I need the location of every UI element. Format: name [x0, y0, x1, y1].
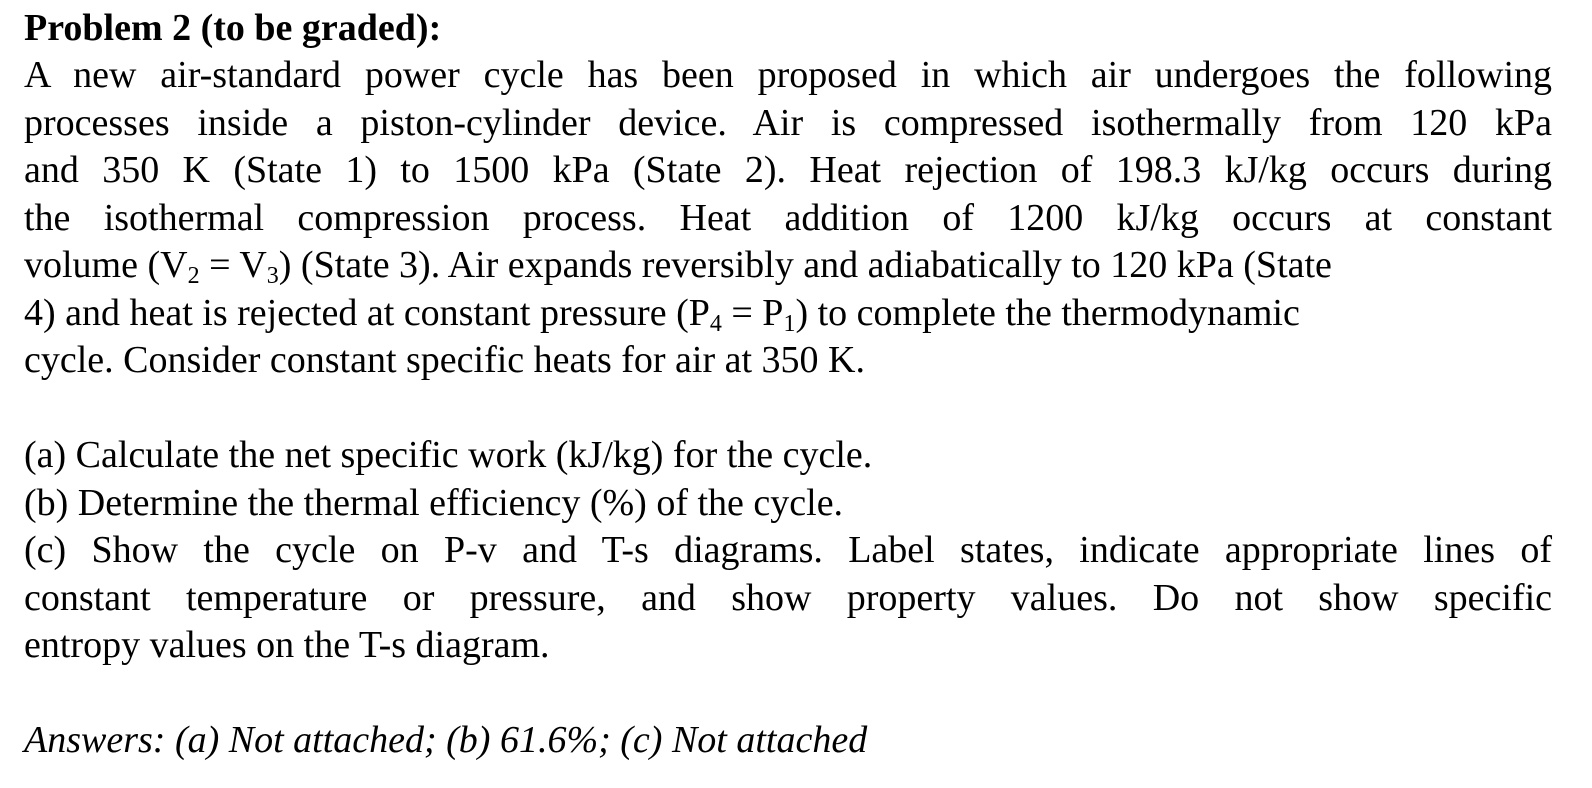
subscript-2: 2 [187, 263, 200, 289]
statement-line-5-text-a: volume (V [24, 244, 188, 286]
statement-line-5 [24, 242, 1552, 290]
statement-line-2: processes inside a piston-cylinder device. Air is compressed isothermally from 120 kPa [24, 101, 1552, 144]
questions-list [24, 432, 1552, 670]
answers-line: Answers: (a) Not attached; (b) 61.6%; (c) Not attached [24, 719, 868, 761]
statement-line-7: cycle. Consider constant specific heats for air at 350 K. [24, 339, 865, 381]
problem-document [24, 4, 1552, 765]
statement-line-5-text-c: ) (State 3). Air expands reversibly and adiabatically to 120 kPa (State [278, 244, 1332, 286]
problem-statement [24, 52, 1552, 385]
problem-title: Problem 2 (to be graded): [24, 7, 442, 49]
spacer [24, 670, 1552, 718]
question-b: (b) Determine the thermal efficiency (%) of the cycle. [24, 481, 844, 524]
subscript-3: 3 [266, 263, 279, 289]
statement-line-1: A new air-standard power cycle has been proposed in which air undergoes the following [24, 54, 1552, 96]
question-c-line-2: constant temperature or pressure, and show property values. Do not show specific [24, 576, 1552, 619]
question-c-line-3: entropy values on the T-s diagram. [24, 624, 550, 666]
statement-line-3: and 350 K (State 1) to 1500 kPa (State 2). Heat rejection of 198.3 kJ/kg occurs during [24, 149, 1552, 191]
statement-line-6-text-b: = P [721, 291, 784, 334]
statement-line-5-text-b: = V [199, 244, 267, 286]
statement-line-4: the isothermal compression process. Heat addition of 1200 kJ/kg occurs at constant [24, 196, 1552, 239]
statement-line-6-text-c: ) to complete the thermodynamic [795, 291, 1300, 334]
subscript-4: 4 [709, 310, 722, 337]
subscript-1: 1 [783, 310, 796, 337]
question-c-line-1: (c) Show the cycle on P-v and T-s diagrams. Label states, indicate appropriate lines of [24, 529, 1552, 571]
statement-line-6 [24, 290, 1552, 338]
statement-line-6-text-a: 4) and heat is rejected at constant pressure (P [24, 291, 710, 334]
spacer [24, 385, 1552, 433]
question-a: (a) Calculate the net specific work (kJ/kg) for the cycle. [24, 434, 873, 476]
